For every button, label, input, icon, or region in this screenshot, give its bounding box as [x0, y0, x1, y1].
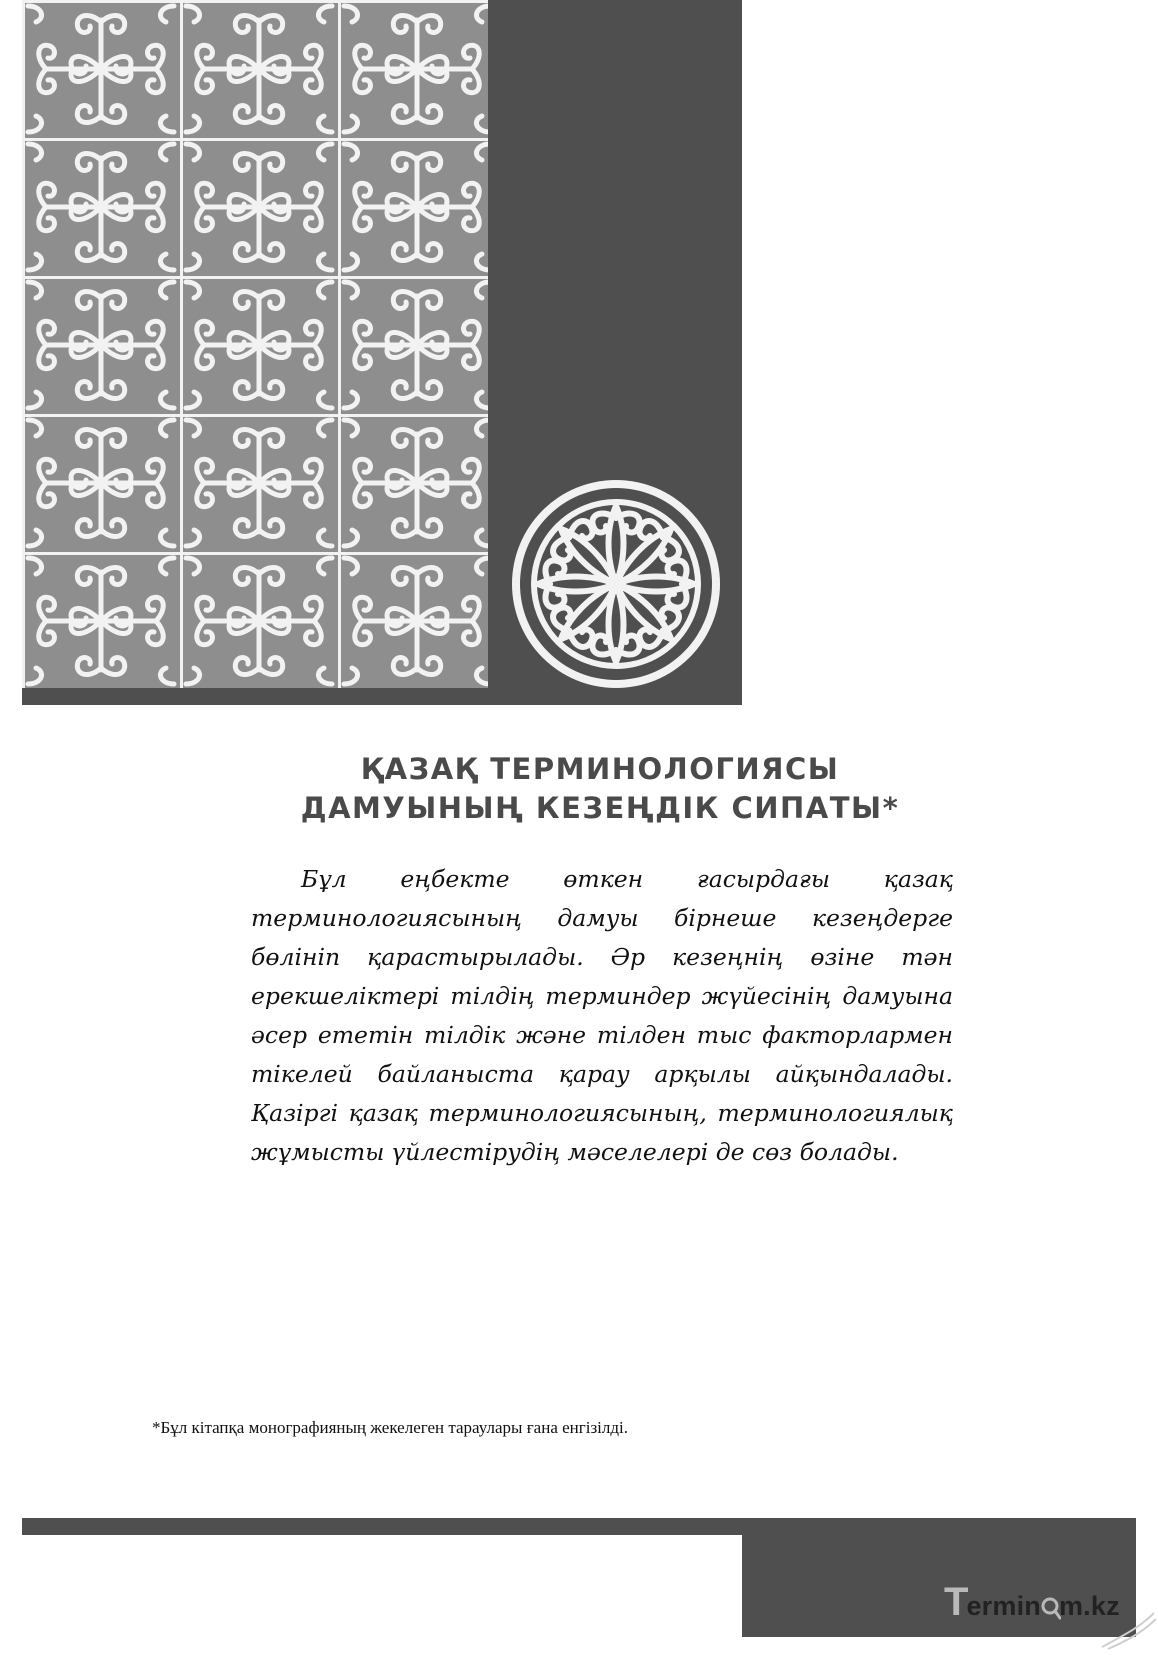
corner-arrow-icon: [1098, 1607, 1158, 1651]
watermark-text-part2: m.kz: [1058, 1591, 1120, 1621]
article-abstract: Бұл еңбекте өткен ғасырдағы қазақ терминологиясының дамуы бірнеше кезеңдерге бөлініп қарастырылады. Әр кезеңнің өзіне тән ерекшеліктері тілдің терминдер жүйесінің дамуына әсер ететін тілдік және тілден тыс факторлармен тікелей байланыста қарау арқылы айқындалады. Қазіргі қазақ терминологиясының, терминологиялық жұмысты үйлестірудің мәселелері де сөз болады.: [251, 865, 953, 1166]
footnote: *Бұл кітапқа монографияның жекелеген тараулары ғана енгізілді.: [152, 1418, 628, 1437]
bottom-dark-band: [22, 1518, 1136, 1535]
article-title: [200, 750, 1000, 828]
kazakh-ornament-pattern: [22, 0, 488, 688]
article-title-line-1: ҚАЗАҚ ТЕРМИНОЛОГИЯСЫ: [360, 752, 840, 786]
watermark-text-part1: ermin: [966, 1591, 1041, 1621]
ornament-pattern-panel: [22, 0, 488, 688]
watermark-initial: T: [944, 1580, 969, 1624]
magnifier-icon: [1041, 1594, 1061, 1622]
article-title-line-2: ДАМУЫНЫҢ КЕЗЕҢДІК СИПАТЫ*: [300, 791, 900, 825]
ornament-rosette-icon: [510, 478, 722, 690]
